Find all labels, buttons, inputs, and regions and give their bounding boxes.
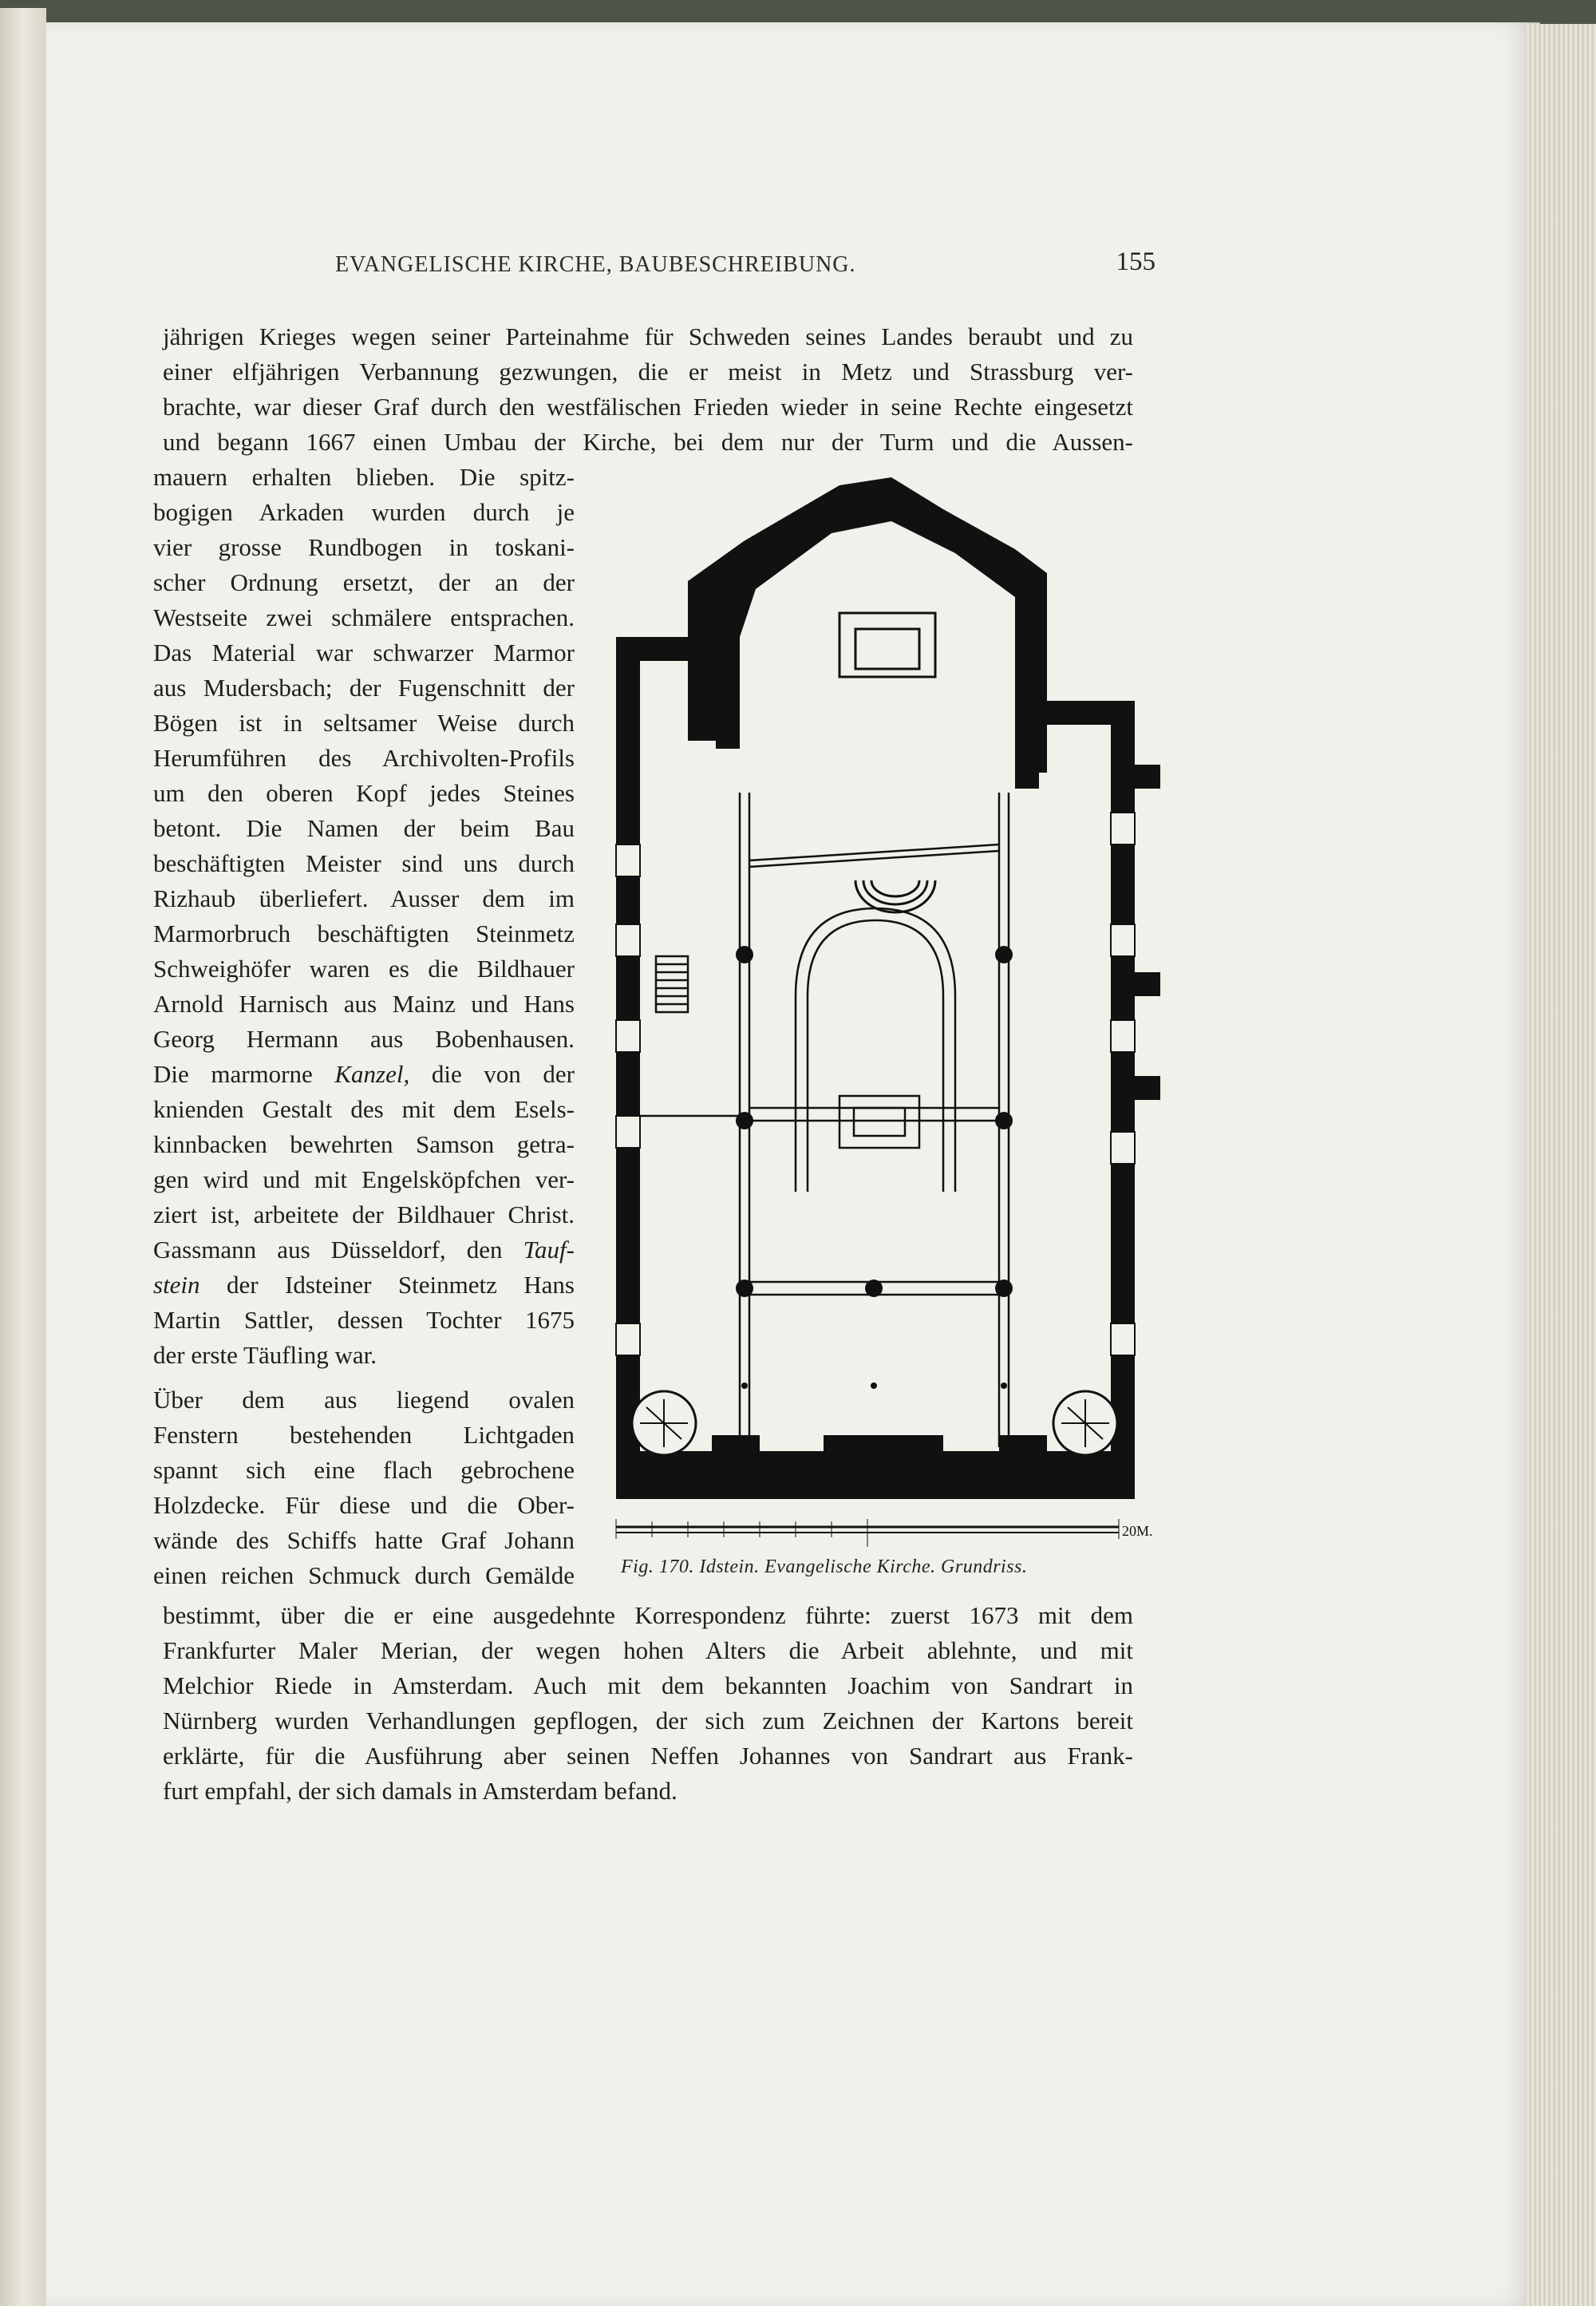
text-line: Nürnberg wurden Verhandlungen gepflogen, der sich zum Zeichnen der Kartons bereit — [163, 1707, 1133, 1734]
column — [736, 1112, 753, 1129]
text-line: Bögen ist in seltsamer Weise durch — [153, 709, 575, 737]
text-line: Über dem aus liegend ovalen — [153, 1386, 575, 1414]
text-line: spannt sich eine flach gebrochene — [153, 1456, 575, 1484]
column — [995, 1112, 1013, 1129]
text-line: gen wird und mit Engelsköpfchen ver- — [153, 1165, 575, 1193]
column — [736, 946, 753, 963]
text-line: Rizhaub überliefert. Ausser dem im — [153, 884, 575, 912]
text-line: einen reichen Schmuck durch Gemälde — [153, 1561, 575, 1589]
column — [736, 1280, 753, 1297]
text-line: ziert ist, arbeitete der Bildhauer Christ. — [153, 1200, 575, 1228]
choir-arch — [796, 908, 955, 1192]
scale-label: 20M. — [1122, 1523, 1153, 1539]
page-fore-edge — [1526, 24, 1596, 2306]
text-line: bestimmt, über die er eine ausgedehnte Korrespondenz führte: zuerst 1673 mit dem — [163, 1601, 1133, 1629]
text-line: stein der Idsteiner Steinmetz Hans — [153, 1271, 575, 1299]
north-wall — [616, 645, 640, 1491]
text-line: vier grosse Rundbogen in toskani- — [153, 533, 575, 561]
altar — [839, 613, 935, 677]
text-line: aus Mudersbach; der Fugenschnitt der — [153, 674, 575, 702]
text-line: knienden Gestalt des mit dem Esels- — [153, 1095, 575, 1123]
text-line: bogigen Arkaden wurden durch je — [153, 498, 575, 526]
text-line: Marmorbruch beschäftigten Steinmetz — [153, 920, 575, 947]
text-line: Melchior Riede in Amsterdam. Auch mit dem bekannten Joachim von Sandrart in — [163, 1671, 1133, 1699]
text-line: betont. Die Namen der beim Bau — [153, 814, 575, 842]
text-line: Herumführen des Archivolten-Profils — [153, 744, 575, 772]
text-line: wände des Schiffs hatte Graf Johann — [153, 1526, 575, 1554]
facing-page-edge — [0, 8, 46, 2306]
text-line: erklärte, für die Ausführung aber seinen Neffen Johannes von Sandrart aus Frank- — [163, 1742, 1133, 1770]
text-line: der erste Täufling war. — [153, 1341, 377, 1369]
text-line: brachte, war dieser Graf durch den westfälischen Frieden wieder in seine Rechte eingesetzt — [163, 393, 1133, 421]
running-head: EVANGELISCHE KIRCHE, BAUBESCHREIBUNG. — [335, 252, 856, 277]
text-line: Holzdecke. Für diese und die Ober- — [153, 1491, 575, 1519]
page-number: 155 — [1116, 247, 1156, 276]
text-line: scher Ordnung ersetzt, der an der — [153, 568, 575, 596]
column — [995, 1280, 1013, 1297]
figure-caption: Fig. 170. Idstein. Evangelische Kirche. Grundriss. — [621, 1556, 1028, 1577]
column — [865, 1280, 883, 1297]
text-line: Martin Sattler, dessen Tochter 1675 — [153, 1306, 575, 1334]
text-line: jährigen Krieges wegen seiner Parteinahme für Schweden seines Landes beraubt und zu — [163, 322, 1133, 350]
text-line: Frankfurter Maler Merian, der wegen hohen Alters die Arbeit ablehnte, und mit — [163, 1636, 1133, 1664]
text-line: um den oberen Kopf jedes Steines — [153, 779, 575, 807]
baptismal-font — [839, 1096, 919, 1148]
text-line: Georg Hermann aus Bobenhausen. — [153, 1025, 575, 1053]
column — [995, 946, 1013, 963]
text-line: und begann 1667 einen Umbau der Kirche, bei dem nur der Turm und die Aussen- — [163, 428, 1133, 456]
text-line: mauern erhalten blieben. Die spitz- — [153, 463, 575, 491]
text-line: Das Material war schwarzer Marmor — [153, 639, 575, 666]
apse-wall — [688, 477, 1047, 773]
text-line: Arnold Harnisch aus Mainz und Hans — [153, 990, 575, 1018]
text-line: Westseite zwei schmälere entsprachen. — [153, 603, 575, 631]
text-line: Die marmorne Kanzel, die von der — [153, 1060, 575, 1088]
church-floor-plan-figure — [600, 477, 1178, 1579]
text-line: einer elfjährigen Verbannung gezwungen, die er meist in Metz und Strassburg ver- — [163, 358, 1133, 386]
text-line: Fenstern bestehenden Lichtgaden — [153, 1421, 575, 1449]
text-line: beschäftigten Meister sind uns durch — [153, 849, 575, 877]
text-line: furt empfahl, der sich damals in Amsterdam befand. — [163, 1777, 678, 1805]
text-line: Gassmann aus Düsseldorf, den Tauf- — [153, 1236, 575, 1264]
text-line: Schweighöfer waren es die Bildhauer — [153, 955, 575, 983]
text-line: kinnbacken bewehrten Samson getra- — [153, 1130, 575, 1158]
